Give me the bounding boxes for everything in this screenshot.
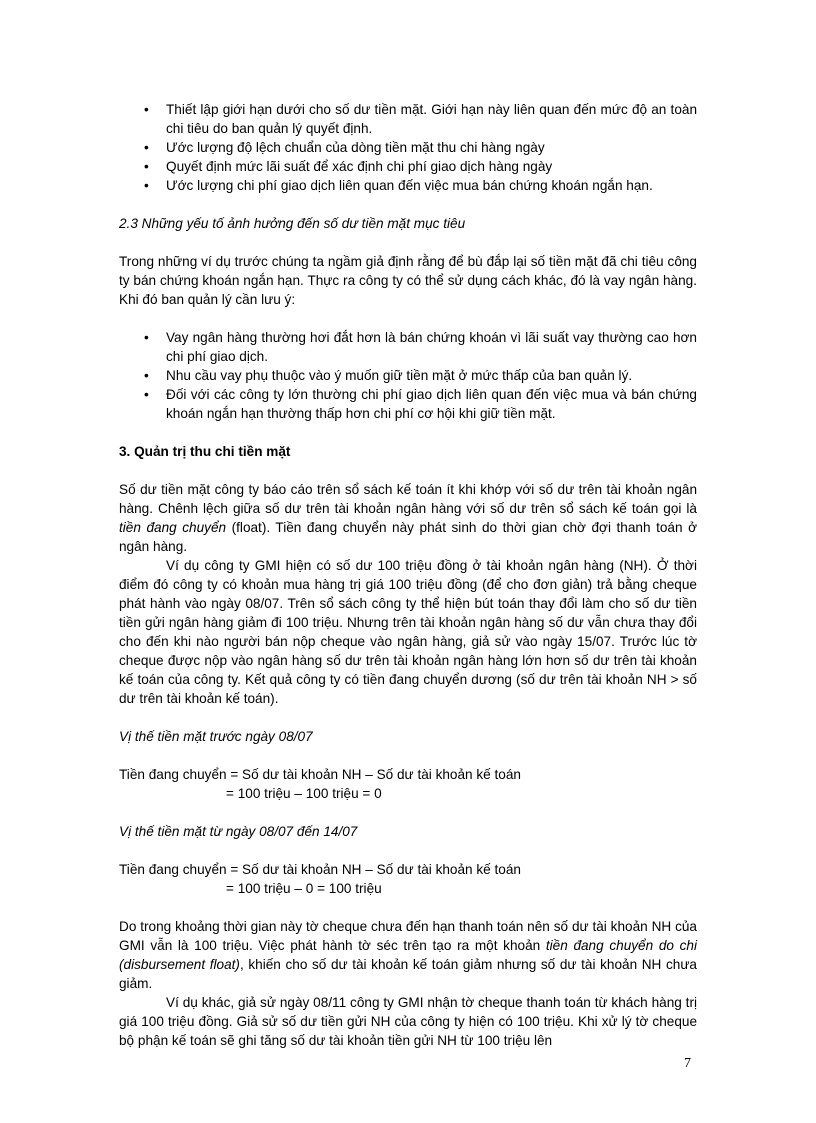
subheading-between: Vị thế tiền mặt từ ngày 08/07 đến 14/07 bbox=[119, 824, 358, 839]
list-item: • Nhu cầu vay phụ thuộc vào ý muốn giữ tiền mặt ở mức thấp của ban quản lý. bbox=[119, 366, 697, 385]
section-heading-3: 3. Quản trị thu chi tiền mặt bbox=[119, 444, 291, 459]
formula-line: Tiền đang chuyển = Số dư tài khoản NH – Số dư tài khoản kế toán bbox=[119, 767, 521, 782]
bullet-list-cash-limits bbox=[119, 100, 697, 195]
paragraph: Ví dụ khác, giả sử ngày 08/11 công ty GMI nhận tờ cheque thanh toán từ khách hàng trị giá 100 triệu đồng. Giả sử số dư tiền gửi NH của công ty hiện có 100 triệu. Khi xử lý tờ cheque bộ phận kế toán sẽ ghi tăng số dư tài khoản tiền gửi NH từ 100 triệu lên bbox=[119, 995, 697, 1048]
paragraph-text: (float). Tiền đang chuyển này phát sinh do thời gian chờ đợi thanh toán ở ngân hàng. bbox=[119, 520, 697, 554]
paragraph bbox=[119, 917, 697, 993]
bullet-list-bank-loans bbox=[119, 328, 697, 423]
subheading-before: Vị thế tiền mặt trước ngày 08/07 bbox=[119, 729, 313, 744]
formula-line: = 100 triệu – 100 triệu = 0 bbox=[226, 786, 382, 801]
formula-line: Tiền đang chuyển = Số dư tài khoản NH – Số dư tài khoản kế toán bbox=[119, 862, 521, 877]
page-number: 7 bbox=[684, 1056, 691, 1071]
section-heading-2-3: 2.3 Những yếu tố ảnh hưởng đến số dư tiền mặt mục tiêu bbox=[119, 216, 466, 231]
paragraph-text: Số dư tiền mặt công ty báo cáo trên sổ sách kế toán ít khi khớp với số dư trên tài khoản ngân hàng. Chênh lệch giữa số dư trên tài khoản ngân hàng với số dư trên sổ sách kế toán gọi là bbox=[119, 482, 697, 516]
list-item: • Quyết định mức lãi suất để xác định chi phí giao dịch hàng ngày bbox=[119, 157, 697, 176]
document-page bbox=[119, 100, 697, 1050]
list-item: • Đối với các công ty lớn thường chi phí giao dịch liên quan đến việc mua và bán chứng khoán ngắn hạn thường thấp hơn chi phí cơ hội khi giữ tiền mặt. bbox=[119, 385, 697, 423]
paragraph-text: , khiến cho số dư tài khoản kế toán giảm nhưng số dư tài khoản NH chưa giảm. bbox=[119, 957, 697, 991]
paragraph bbox=[119, 480, 697, 556]
list-item: • Ước lượng chi phí giao dịch liên quan đến việc mua bán chứng khoán ngắn hạn. bbox=[119, 176, 697, 195]
list-item: • Ước lượng độ lệch chuẩn của dòng tiền mặt thu chi hàng ngày bbox=[119, 138, 697, 157]
paragraph-text: Do trong khoảng thời gian này tờ cheque chưa đến hạn thanh toán nên số dư tài khoản NH của GMI vẫn là 100 triệu. Việc phát hành tờ séc trên tạo ra một khoản bbox=[119, 919, 697, 953]
list-item: • Thiết lập giới hạn dưới cho số dư tiền mặt. Giới hạn này liên quan đến mức độ an toàn chi tiêu do ban quản lý quyết định. bbox=[119, 100, 697, 138]
paragraph: Trong những ví dụ trước chúng ta ngầm giả định rằng để bù đắp lại số tiền mặt đã chi tiêu công ty bán chứng khoán ngắn hạn. Thực ra công ty có thể sử dụng cách khác, đó là vay ngân hàng. Khi đó ban quản lý cần lưu ý: bbox=[119, 254, 697, 307]
list-item: • Vay ngân hàng thường hơi đắt hơn là bán chứng khoán vì lãi suất vay thường cao hơn chi phí giao dịch. bbox=[119, 328, 697, 366]
paragraph: Ví dụ công ty GMI hiện có số dư 100 triệu đồng ở tài khoản ngân hàng (NH). Ở thời điểm đó công ty có khoản mua hàng trị giá 100 triệu đồng (để cho đơn giản) trả bằng cheque phát hành vào ngày 08/07. Trên sổ sách công ty thể hiện bút toán thay đổi làm cho số dư tiền tiền gửi ngân hàng giảm đi 100 triệu. Nhưng trên tài khoản ngân hàng số dư vẫn chưa thay đổi cho đến khi nào người bán nộp cheque vào ngân hàng, giả sử vào ngày 15/07. Trước lúc tờ cheque được nộp vào ngân hàng số dư trên tài khoản ngân hàng lớn hơn số dư trên tài khoản kế toán của công ty. Kết quả công ty có tiền đang chuyển dương (số dư trên tài khoản NH > số dư trên tài khoản kế toán). bbox=[119, 558, 697, 706]
formula-line: = 100 triệu – 0 = 100 triệu bbox=[226, 881, 382, 896]
term-float: tiền đang chuyển bbox=[119, 520, 227, 535]
term-disbursement-float: tiền đang chuyển do chi (disbursement float) bbox=[119, 938, 697, 972]
